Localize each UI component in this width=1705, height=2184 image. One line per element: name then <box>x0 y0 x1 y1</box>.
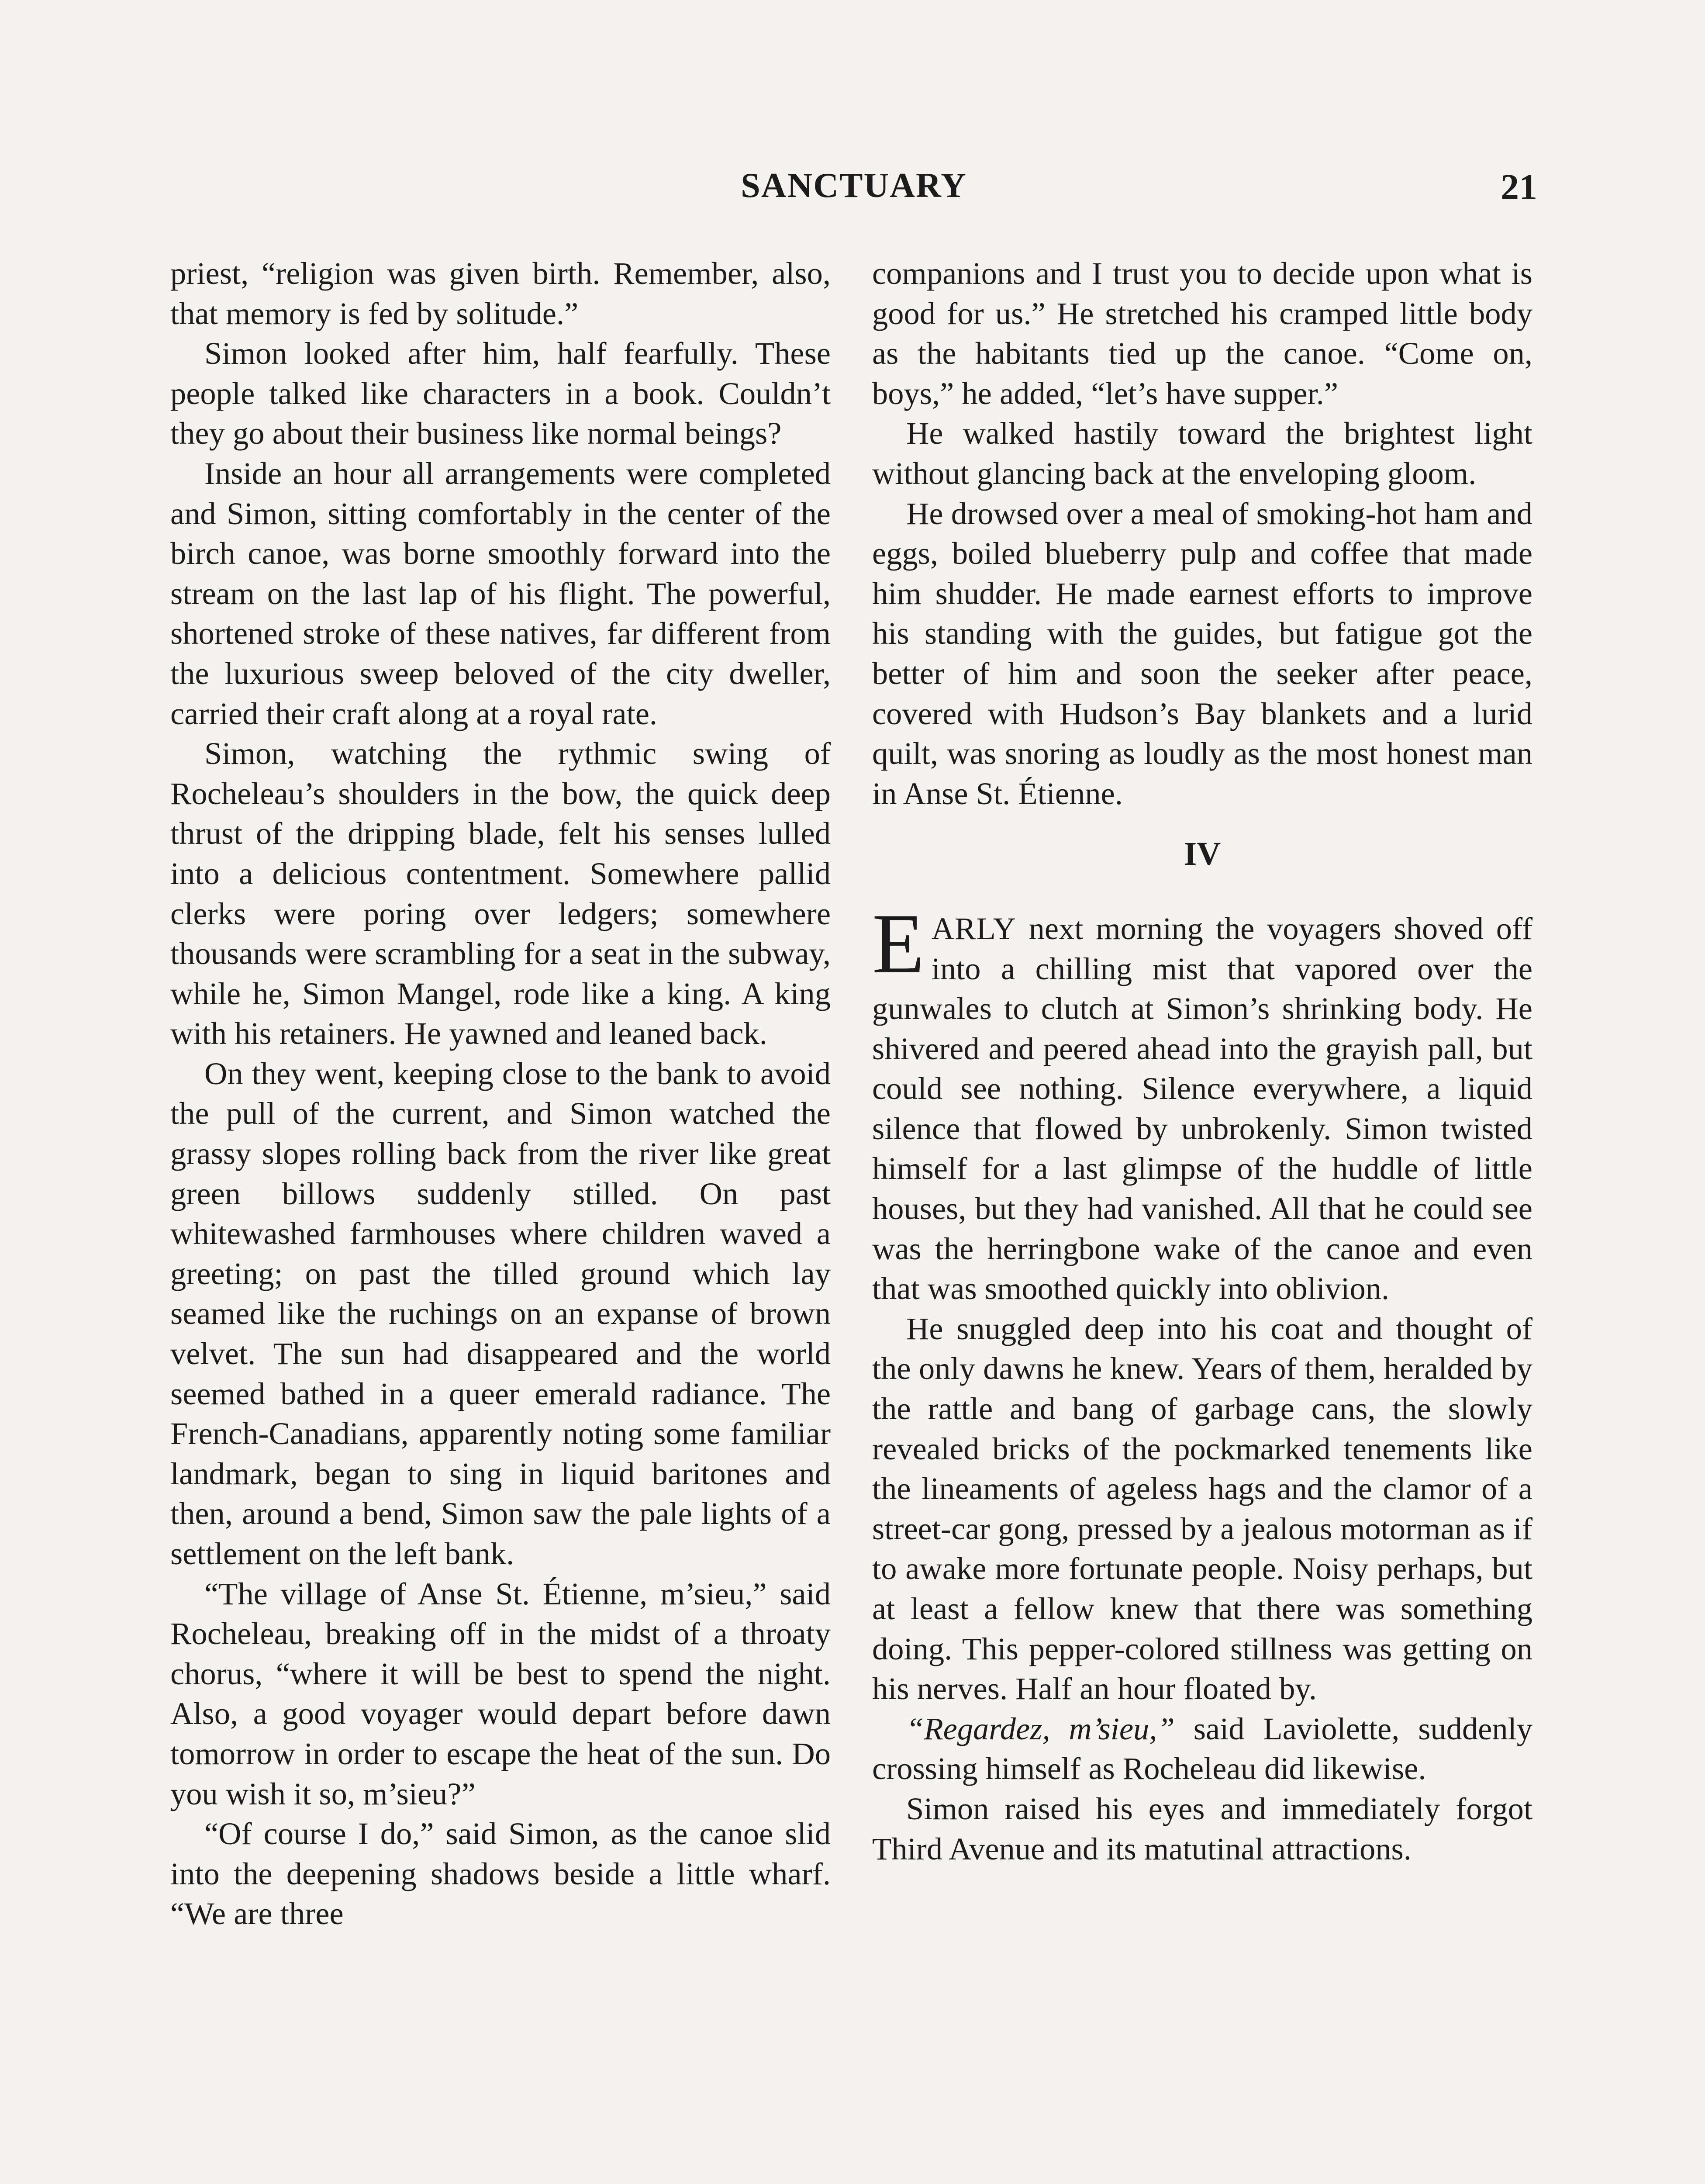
paragraph: He drowsed over a meal of smoking-hot ham and eggs, boiled blueberry pulp and coffee that made him shudder. He made earnest efforts to improve his standing with the guides, but fatigue got the better of him and soon the seeker after peace, covered with Hudson’s Bay blankets and a lurid quilt, was snoring as loudly as the most honest man in Anse St. Étienne. <box>872 495 1532 811</box>
paragraph: companions and I trust you to decide upon what is good for us.” He stretched his cramped little body as the habitants tied up the canoe. “Come on, boys,” he added, “let’s have supper.” <box>872 256 1532 411</box>
section-heading: IV <box>1184 836 1221 873</box>
paragraph-text: said Laviolette, suddenly crossing himself as Rocheleau did likewise. <box>872 1711 1532 1787</box>
page-number: 21 <box>1501 167 1537 207</box>
right-column <box>872 253 1532 1869</box>
page-header <box>170 166 1537 218</box>
paragraph: Simon, watching the rythmic swing of Rocheleau’s shoulders in the bow, the quick deep thrust of the dripping blade, felt his senses lulled into a delicious contentment. Somewhere pallid clerks were poring over ledgers; somewhere thousands were scrambling for a seat in the subway, while he, Simon Mangel, rode like a king. A king with his retainers. He yawned and leaned back. <box>170 736 831 1051</box>
running-head: SANCTUARY <box>741 166 967 205</box>
paragraph-text: next morning the voyagers shoved off into a chilling mist that vapored over the gunwales to clutch at Simon’s shrinking body. He shivered and peered ahead into the grayish pall, but could see nothing. Silence everywhere, a liquid silence that flowed by unbrokenly. Simon twisted himself for a last glimpse of the huddle of little houses, but they had vanished. All that he could see was the herringbone wake of the canoe and even that was smoothed quickly into oblivion. <box>872 910 1532 1306</box>
paragraph <box>872 1709 1532 1789</box>
paragraph: priest, “religion was given birth. Remember, also, that memory is fed by solitude.” <box>170 256 831 331</box>
drop-cap: E <box>872 896 925 991</box>
paragraph: He walked hastily toward the brightest light without glancing back at the enveloping gloom. <box>872 415 1532 491</box>
paragraph: “The village of Anse St. Étienne, m’sieu,” said Rocheleau, breaking off in the midst of a throaty chorus, “where it will be best to spend the night. Also, a good voyager would depart before dawn tomorrow in order to escape the heat of the sun. Do you wish it so, m’sieu?” <box>170 1576 831 1811</box>
paragraph: On they went, keeping close to the bank to avoid the pull of the current, and Simon watched the grassy slopes rolling back from the river like great green billows suddenly stilled. On past whitewashed farmhouses where children waved a greeting; on past the tilled ground which lay seamed like the ruchings on an expanse of brown velvet. The sun had disappeared and the world seemed bathed in a queer emerald radiance. The French-Canadians, apparently noting some familiar landmark, began to sing in liquid baritones and then, around a bend, Simon saw the pale lights of a settlement on the left bank. <box>170 1055 831 1571</box>
italic-dialogue: “Regardez, m’sieu,” <box>906 1711 1175 1746</box>
left-column <box>170 253 831 1934</box>
paragraph: He snuggled deep into his coat and thought of the only dawns he knew. Years of them, heralded by the rattle and bang of garbage cans, the slowly revealed bricks of the pockmarked tenements like the lineaments of ageless hags and the clamor of a street-car gong, pressed by a jealous motorman as if to awake more fortunate people. Noisy perhaps, but at least a fellow knew that there was something doing. This pepper-colored stillness was getting on his nerves. Half an hour floated by. <box>872 1310 1532 1707</box>
paragraph: Simon raised his eyes and immediately forgot Third Avenue and its matutinal attractions. <box>872 1790 1532 1866</box>
paragraph: Simon looked after him, half fearfully. These people talked like characters in a book. Couldn’t they go about their business like normal beings? <box>170 335 831 451</box>
opening-smallcaps: ARLY <box>931 910 1016 946</box>
paragraph: Inside an hour all arrangements were completed and Simon, sitting comfortably in the center of the birch canoe, was borne smoothly forward into the stream on the last lap of his flight. The powerful, shortened stroke of these natives, far different from the luxurious sweep beloved of the city dweller, carried their craft along at a royal rate. <box>170 455 831 731</box>
dropcap-paragraph <box>872 896 1532 1309</box>
paragraph: “Of course I do,” said Simon, as the canoe slid into the deepening shadows beside a little wharf. “We are three <box>170 1816 831 1932</box>
